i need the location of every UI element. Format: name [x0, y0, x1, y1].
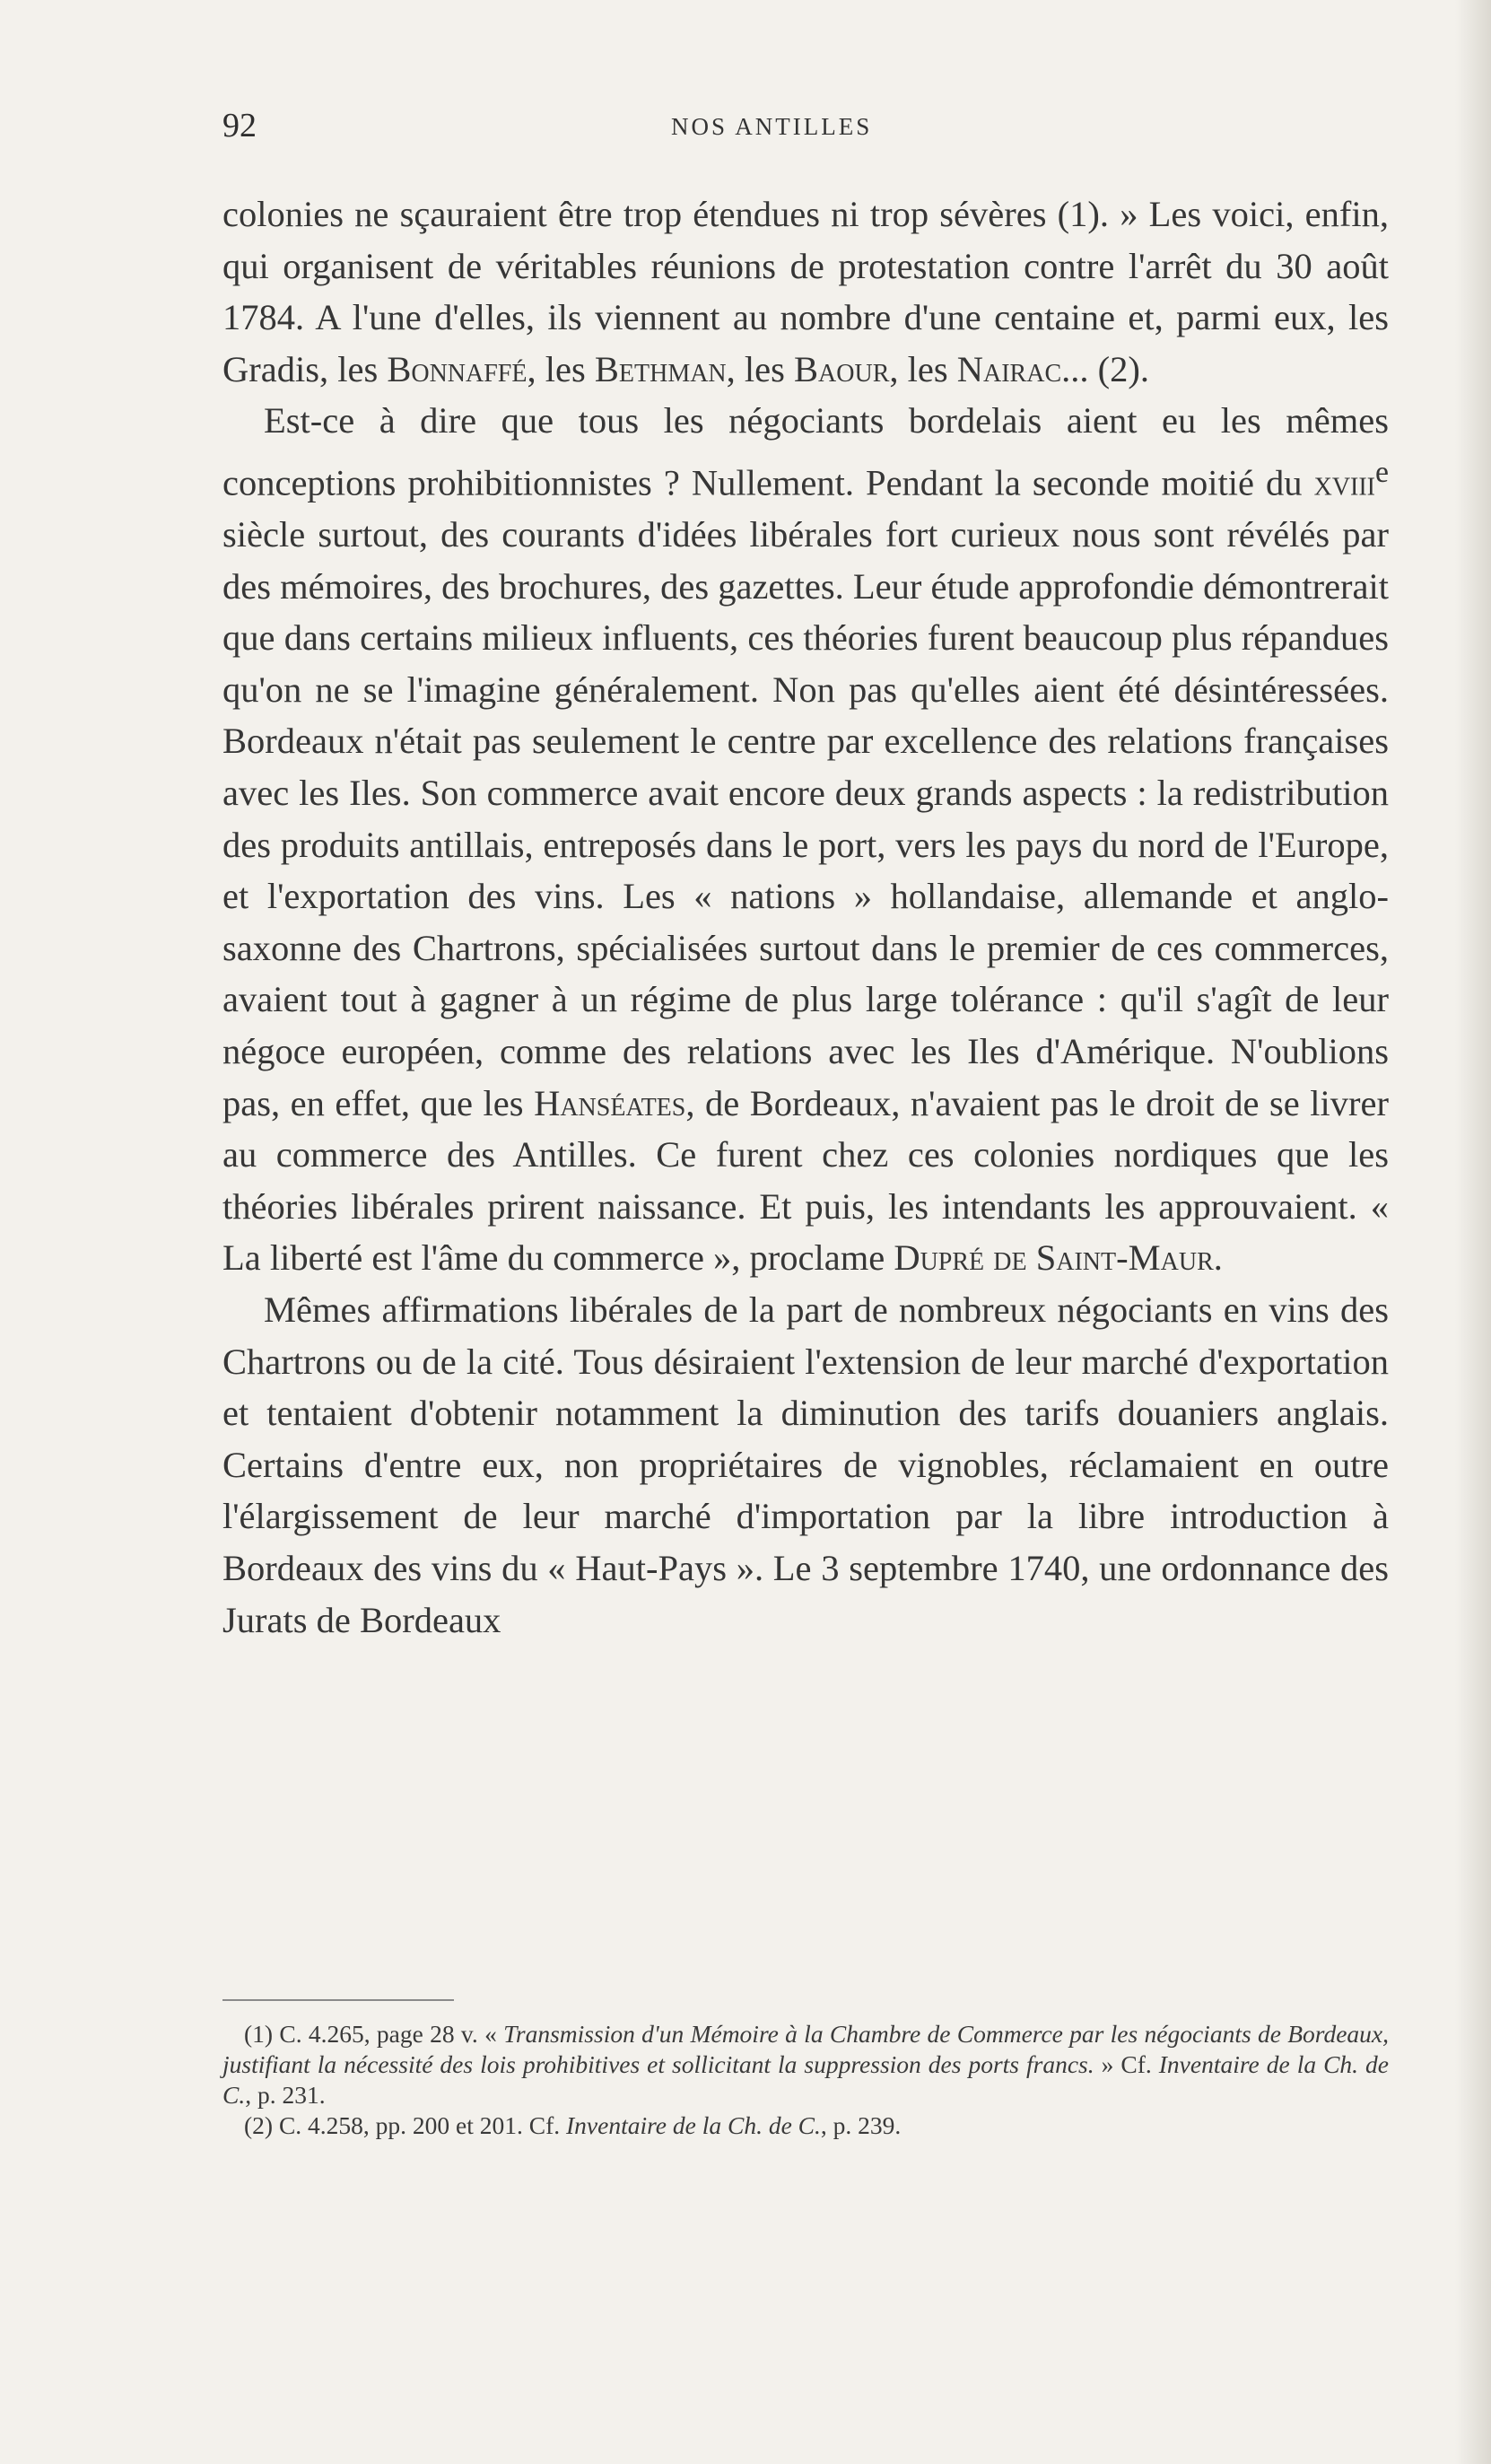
p1-text-3: , les — [726, 348, 795, 389]
page-header — [222, 106, 1389, 160]
footnote-separator — [222, 1999, 454, 2001]
main-text — [222, 188, 1389, 1646]
footnote-1 — [222, 2019, 1389, 2110]
footnote-2 — [222, 2110, 1389, 2141]
paragraph-3 — [222, 1284, 1389, 1646]
fn2-italic-1: Inventaire de la Ch. de C. — [566, 2111, 821, 2139]
name-nairac: Nairac — [956, 348, 1062, 389]
name-hanseates: Hanséates — [534, 1082, 686, 1123]
name-baour: Baour — [794, 348, 890, 389]
p1-text-1: colonies ne sçauraient être trop étendues ni trop sévères (1). » Les voici, enfin, qui organisent de véritables réunions de protestation contre l'arrêt du 30 août 1784. A l'une d'elles, ils viennent au nombre d'une centaine et, parmi eux, les Gradis, les — [222, 194, 1389, 389]
paragraph-2 — [222, 395, 1389, 1284]
page-number: 92 — [222, 107, 257, 144]
page-edge-shadow — [1455, 0, 1491, 2464]
fn1-text-1: (1) C. 4.265, page 28 v. « — [244, 2020, 504, 2048]
p1-text-5: ... (2). — [1061, 348, 1149, 389]
fn1-text-3: , p. 231. — [245, 2081, 326, 2109]
running-title: NOS ANTILLES — [671, 113, 873, 140]
p1-text-4: , les — [889, 348, 957, 389]
p2-text-4: . — [1213, 1237, 1223, 1279]
fn1-italic-2: Inventaire de la Ch. de C. — [222, 2050, 1390, 2109]
fn1-italic-1: Transmission d'un Mémoire à la Chambre de Commerce par les négociants de Bordeaux, justifiant la nécessité des lois prohibitives et sollicitant la suppression des ports francs. — [222, 2020, 1389, 2078]
century-superscript: e — [1375, 455, 1389, 489]
p3-text-1: Mêmes affirmations libérales de la part de nombreux négociants en vins des Chartrons ou de la cité. Tous désiraient l'extension de leur marché d'exportation et tentaient d'obtenir notamment la diminution des tarifs douaniers anglais. Certains d'entre eux, non propriétaires de vignobles, réclamaient en outre l'élargissement de leur marché d'importation par la libre introduction à Bordeaux des vins du « Haut-Pays ». Le 3 septembre 1740, une ordonnance des Jurats de Bordeaux — [222, 1289, 1389, 1640]
fn2-text-2: , p. 239. — [820, 2111, 902, 2139]
name-bonnaffe: Bonnaffé — [387, 348, 528, 389]
p1-text-2: , les — [527, 348, 595, 389]
p2-text-1: Est-ce à dire que tous les négociants bordelais aient eu les mêmes conceptions prohibitionnistes ? Nullement. Pendant la seconde moitié du — [222, 400, 1389, 503]
name-bethman: Bethman — [594, 348, 727, 389]
footnotes — [222, 2019, 1389, 2141]
paragraph-1 — [222, 188, 1389, 395]
century-numeral: xviii — [1313, 462, 1376, 503]
fn2-text-1: (2) C. 4.258, pp. 200 et 201. Cf. — [244, 2111, 567, 2139]
p2-text-2: siècle surtout, des courants d'idées libérales fort curieux nous sont révélés par des mémoires, des brochures, des gazettes. Leur étude approfondie démontrerait que dans certains milieux influents, ces théories furent beaucoup plus répandues qu'on ne se l'imagine généralement. Non pas qu'elles aient été désintéressées. Bordeaux n'était pas seulement le centre par excellence des relations françaises avec les Iles. Son commerce avait encore deux grands aspects : la redistribution des produits antillais, entreposés dans le port, vers les pays du nord de l'Europe, et l'exportation des vins. Les « nations » hollandaise, allemande et anglo-saxonne des Chartrons, spécialisées surtout dans le premier de ces commerces, avaient tout à gagner à un régime de plus large tolérance : qu'il s'agît de leur négoce européen, comme des relations avec les Iles d'Amérique. N'oublions pas, en effet, que les — [222, 514, 1390, 1123]
p2-text-3: , de Bordeaux, n'avaient pas le droit de se livrer au commerce des Antilles. Ce furent chez ces colonies nordiques que les théories libérales prirent naissance. Et puis, les intendants les approuvaient. « La liberté est l'âme du commerce », proclame — [222, 1082, 1390, 1279]
fn1-text-2: » Cf. — [1094, 2050, 1159, 2078]
name-dupre-de-saint-maur: Dupré de Saint-Maur — [894, 1237, 1214, 1279]
